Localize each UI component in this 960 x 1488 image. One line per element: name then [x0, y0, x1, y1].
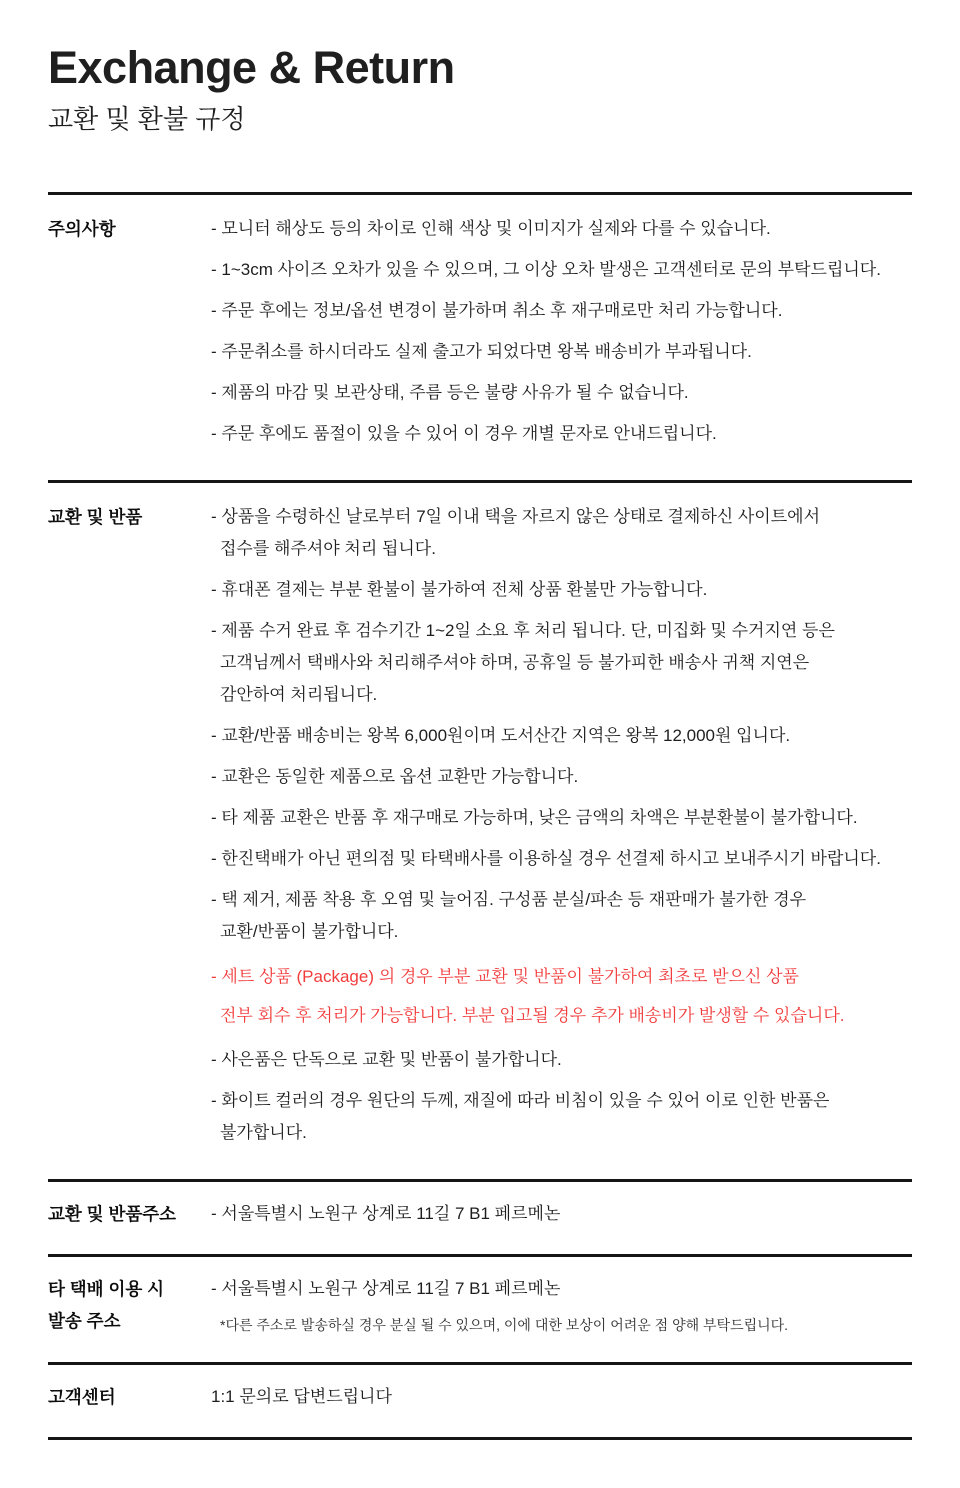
policy-item [211, 1273, 912, 1305]
policy-item-note [211, 1312, 912, 1338]
section-label [48, 1198, 211, 1230]
section-label [48, 213, 211, 450]
policy-line: - 택 제거, 제품 착용 후 오염 및 늘어짐. 구성품 분실/파손 등 재판매가 불가한 경우 [211, 890, 807, 909]
policy-line: - 주문취소를 하시더라도 실제 출고가 되었다면 왕복 배송비가 부과됩니다. [211, 342, 752, 361]
policy-line: - 한진택배가 아닌 편의점 및 타택배사를 이용하실 경우 선결제 하시고 보내주시기 바랍니다. [211, 849, 881, 868]
policy-line: - 서울특별시 노원구 상계로 11길 7 B1 페르메논 [211, 1279, 561, 1298]
policy-item [211, 1085, 912, 1149]
policy-item-highlight [211, 957, 912, 1035]
policy-line: 교환/반품이 불가합니다. [220, 922, 399, 941]
policy-line: - 교환은 동일한 제품으로 옵션 교환만 가능합니다. [211, 767, 579, 786]
page-header [48, 0, 912, 192]
policy-item [211, 501, 912, 565]
policy-item [211, 615, 912, 711]
policy-item [211, 843, 912, 875]
policy-section-notes [48, 195, 912, 480]
section-label-line: 고객센터 [48, 1387, 116, 1407]
policy-line: - 화이트 컬러의 경우 원단의 두께, 재질에 따라 비침이 있을 수 있어 이로 인한 반품은 [211, 1091, 830, 1110]
policy-line: - 사은품은 단독으로 교환 및 반품이 불가합니다. [211, 1050, 562, 1069]
policy-item [211, 1381, 912, 1413]
page-subtitle: 교환 및 환불 규정 [48, 104, 246, 134]
section-divider [48, 1437, 912, 1440]
policy-section-customer-center [48, 1365, 912, 1437]
section-label-line: 교환 및 반품 [48, 507, 143, 527]
section-content [211, 213, 912, 450]
policy-line: - 서울특별시 노원구 상계로 11길 7 B1 페르메논 [211, 1204, 561, 1223]
policy-item [211, 295, 912, 327]
policy-line: - 타 제품 교환은 반품 후 재구매로 가능하며, 낮은 금액의 차액은 부분환불이 불가합니다. [211, 808, 858, 827]
policy-item [211, 254, 912, 286]
policy-item [211, 802, 912, 834]
section-label-line: 주의사항 [48, 219, 116, 239]
section-label-line: 타 택배 이용 시 [48, 1279, 165, 1299]
policy-line: 전부 회수 후 처리가 가능합니다. 부분 입고될 경우 추가 배송비가 발생할 수 있습니다. [220, 1006, 845, 1025]
policy-item [211, 574, 912, 606]
policy-line: *다른 주소로 발송하실 경우 분실 될 수 있으며, 이에 대한 보상이 어려운 점 양해 부탁드립니다. [220, 1317, 789, 1333]
section-content [211, 1198, 912, 1230]
policy-line: - 주문 후에는 정보/옵션 변경이 불가하며 취소 후 재구매로만 처리 가능합니다. [211, 301, 783, 320]
policy-section-return-address [48, 1182, 912, 1254]
policy-line: 고객님께서 택배사와 처리해주셔야 하며, 공휴일 등 불가피한 배송사 귀책 지연은 [220, 653, 810, 672]
policy-section-exchange-and-return [48, 483, 912, 1179]
section-label [48, 1381, 211, 1413]
policy-section-other-courier-shipping-address [48, 1257, 912, 1362]
section-content [211, 1381, 912, 1413]
section-content [211, 501, 912, 1149]
policy-line: - 모니터 해상도 등의 차이로 인해 색상 및 이미지가 실제와 다를 수 있습니다. [211, 219, 771, 238]
policy-item [211, 377, 912, 409]
policy-line: 감안하여 처리됩니다. [220, 685, 378, 704]
policy-item [211, 761, 912, 793]
policy-sections [48, 192, 912, 1440]
policy-line: 접수를 해주셔야 처리 됩니다. [220, 539, 436, 558]
policy-item [211, 1198, 912, 1230]
policy-item [211, 336, 912, 368]
policy-item [211, 720, 912, 752]
section-label [48, 501, 211, 1149]
policy-item [211, 884, 912, 948]
policy-line: - 제품의 마감 및 보관상태, 주름 등은 불량 사유가 될 수 없습니다. [211, 383, 689, 402]
policy-line: 1:1 문의로 답변드립니다 [211, 1387, 392, 1406]
policy-line: - 제품 수거 완료 후 검수기간 1~2일 소요 후 처리 됩니다. 단, 미집화 및 수거지연 등은 [211, 621, 835, 640]
policy-line: 불가합니다. [220, 1123, 307, 1142]
policy-line: - 교환/반품 배송비는 왕복 6,000원이며 도서산간 지역은 왕복 12,000원 입니다. [211, 726, 791, 745]
section-label [48, 1273, 211, 1338]
policy-line: - 세트 상품 (Package) 의 경우 부분 교환 및 반품이 불가하여 최초로 받으신 상품 [211, 967, 799, 986]
policy-item [211, 418, 912, 450]
policy-line: - 주문 후에도 품절이 있을 수 있어 이 경우 개별 문자로 안내드립니다. [211, 424, 717, 443]
policy-item [211, 1044, 912, 1076]
policy-item [211, 213, 912, 245]
policy-line: - 상품을 수령하신 날로부터 7일 이내 택을 자르지 않은 상태로 결제하신 사이트에서 [211, 507, 820, 526]
policy-line: - 1~3cm 사이즈 오차가 있을 수 있으며, 그 이상 오차 발생은 고객센터로 문의 부탁드립니다. [211, 260, 881, 279]
section-label-line: 발송 주소 [48, 1311, 121, 1331]
section-content [211, 1273, 912, 1338]
section-label-line: 교환 및 반품주소 [48, 1204, 177, 1224]
page-title: Exchange & Return [48, 42, 455, 93]
policy-line: - 휴대폰 결제는 부분 환불이 불가하여 전체 상품 환불만 가능합니다. [211, 580, 708, 599]
